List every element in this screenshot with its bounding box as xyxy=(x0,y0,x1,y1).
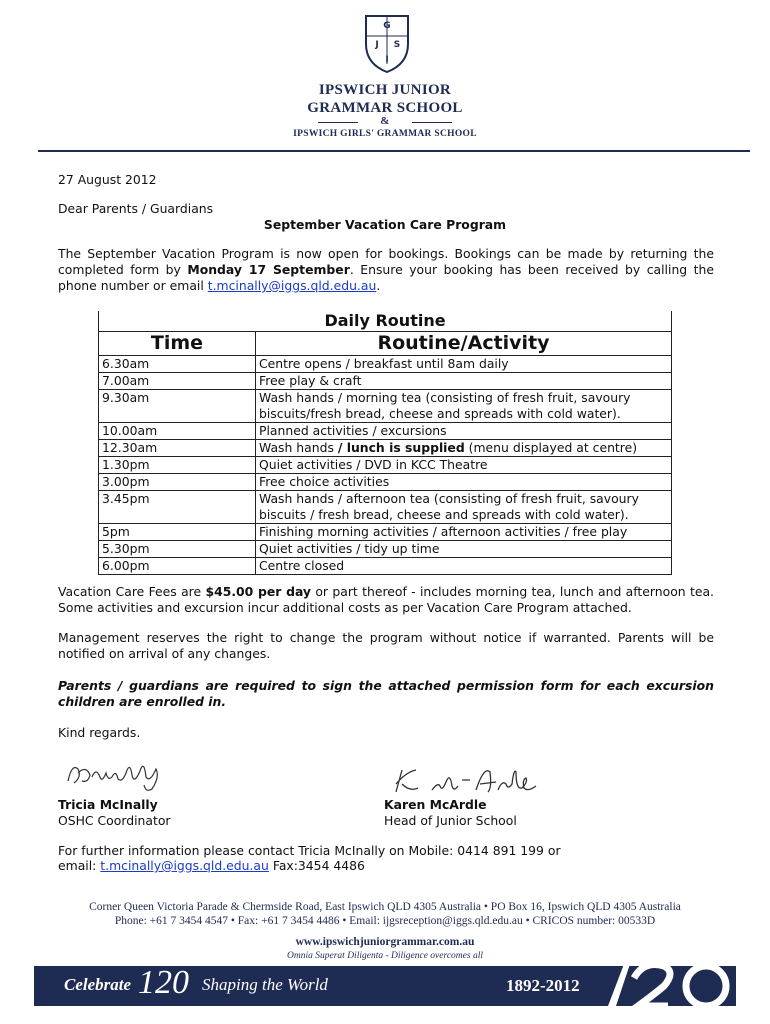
column-header-activity: Routine/Activity xyxy=(256,332,672,356)
footer-motto: Omnia Superat Diligenta - Diligence overcomes all xyxy=(287,951,483,961)
signature-karen-mcardle xyxy=(392,762,542,798)
header-divider-right xyxy=(412,122,452,123)
signatory-left-title: OSHC Coordinator xyxy=(58,813,171,828)
row-activity: Centre closed xyxy=(256,558,672,575)
table-row xyxy=(99,423,672,440)
table-row xyxy=(99,356,672,373)
banner-120: 120 xyxy=(138,964,189,1001)
school-name-line3: IPSWICH GIRLS' GRAMMAR SCHOOL xyxy=(293,129,477,139)
row-activity: Centre opens / breakfast until 8am daily xyxy=(256,356,672,373)
table-row xyxy=(99,558,672,575)
row-activity: Free play & craft xyxy=(256,373,672,390)
row-activity: Quiet activities / tidy up time xyxy=(256,541,672,558)
footer-address: Corner Queen Victoria Parade & Chermside Road, East Ipswich QLD 4305 Australia • PO Box 16, Ipswich QLD 4305 Australia xyxy=(89,901,681,913)
signatory-right-name: Karen McArdle xyxy=(384,797,487,812)
permission-paragraph: Parents / guardians are required to sign the attached permission form for each excursion children are enrolled in. xyxy=(58,678,714,709)
table-row xyxy=(99,390,672,423)
contact-email-link[interactable]: t.mcinally@iggs.qld.edu.au xyxy=(100,858,269,873)
table-row xyxy=(99,524,672,541)
row-time: 1.30pm xyxy=(99,457,256,474)
row-time: 3.45pm xyxy=(99,491,256,524)
intro-email-link[interactable]: t.mcinally@iggs.qld.edu.au xyxy=(207,278,377,293)
banner-celebrate: Celebrate xyxy=(64,975,132,994)
row-time: 5pm xyxy=(99,524,256,541)
intro-text: The September Vacation Program is now open for bookings. Bookings can be made by returning the completed form by xyxy=(58,246,714,277)
routine-caption: Daily Routine xyxy=(99,311,672,332)
row-activity: Wash hands / afternoon tea (consisting of fresh fruit, savoury biscuits / fresh bread, cheese and spreads with cold water). xyxy=(256,491,672,524)
school-crest-logo xyxy=(362,14,412,74)
letter-date: 27 August 2012 xyxy=(58,172,157,187)
contact-fax: Fax:3454 4486 xyxy=(268,858,365,873)
fees-amount: $45.00 per day xyxy=(205,584,312,599)
signature-tricia-mcinally xyxy=(60,755,170,795)
anniversary-120-logo xyxy=(594,960,734,1010)
row-activity: Planned activities / excursions xyxy=(256,423,672,440)
contact-line2 xyxy=(58,858,365,874)
row-activity-text-cont: (menu displayed at centre) xyxy=(464,440,638,455)
contact-line1: For further information please contact Tricia McInally on Mobile: 0414 891 199 or xyxy=(58,843,561,858)
row-time: 9.30am xyxy=(99,390,256,423)
school-name-line2: GRAMMAR SCHOOL xyxy=(307,100,463,116)
banner-tagline: Shaping the World xyxy=(202,975,328,994)
svg-text:S: S xyxy=(393,40,401,50)
footer-phone: Phone: +61 7 3454 4547 • Fax: +61 7 3454 4486 • Email: ijgsreception@iggs.qld.edu.au • CRICOS number: 00533D xyxy=(114,915,656,927)
table-row xyxy=(99,541,672,558)
daily-routine-table xyxy=(98,311,672,575)
closing-line: Kind regards. xyxy=(58,725,141,740)
header-rule xyxy=(38,150,750,152)
management-paragraph: Management reserves the right to change the program without notice if warranted. Parents will be notified on arrival of any changes. xyxy=(58,630,714,661)
table-row xyxy=(99,491,672,524)
row-activity: Wash hands / morning tea (consisting of fresh fruit, savoury biscuits/fresh bread, cheese and spreads with cold water). xyxy=(256,390,672,423)
table-row xyxy=(99,474,672,491)
table-row xyxy=(99,373,672,390)
school-name-line1: IPSWICH JUNIOR xyxy=(318,82,452,98)
fees-text-cont: or part thereof - includes morning tea, lunch and afternoon tea. Some activities and excursion incur additional costs as per Vacation Care Program attached. xyxy=(58,584,714,615)
fees-paragraph xyxy=(58,584,714,616)
svg-text:J: J xyxy=(375,40,379,50)
signatory-right-title: Head of Junior School xyxy=(384,813,517,828)
row-time: 7.00am xyxy=(99,373,256,390)
banner-years: 1892-2012 xyxy=(506,976,580,995)
footer-banner xyxy=(34,966,736,1006)
signatory-left-name: Tricia McInally xyxy=(58,797,158,812)
row-time: 10.00am xyxy=(99,423,256,440)
column-header-time: Time xyxy=(99,332,256,356)
intro-deadline: Monday 17 September xyxy=(187,262,350,277)
table-row xyxy=(99,457,672,474)
row-time: 3.00pm xyxy=(99,474,256,491)
svg-text:I: I xyxy=(385,55,389,65)
contact-email-label: email: xyxy=(58,858,101,873)
row-activity: Finishing morning activities / afternoon activities / free play xyxy=(256,524,672,541)
row-activity-bold: / lunch is supplied xyxy=(337,440,465,455)
intro-paragraph xyxy=(58,246,714,294)
svg-text:G: G xyxy=(383,21,391,31)
intro-text-cont: . Ensure your booking has been received by calling the phone number or email xyxy=(58,262,715,293)
header-ampersand: & xyxy=(380,115,390,127)
row-time: 12.30am xyxy=(99,440,256,457)
row-time: 5.30pm xyxy=(99,541,256,558)
row-time: 6.30am xyxy=(99,356,256,373)
row-activity-text: Wash hands xyxy=(259,440,338,455)
letter-salutation: Dear Parents / Guardians xyxy=(58,201,214,216)
intro-end: . xyxy=(376,278,381,293)
row-time: 6.00pm xyxy=(99,558,256,575)
fees-text: Vacation Care Fees are xyxy=(58,584,206,599)
row-activity: Free choice activities xyxy=(256,474,672,491)
footer-website: www.ipswichjuniorgrammar.com.au xyxy=(295,936,475,948)
letter-subject: September Vacation Care Program xyxy=(263,217,507,232)
row-activity: Quiet activities / DVD in KCC Theatre xyxy=(256,457,672,474)
row-activity xyxy=(256,440,672,457)
table-row xyxy=(99,440,672,457)
